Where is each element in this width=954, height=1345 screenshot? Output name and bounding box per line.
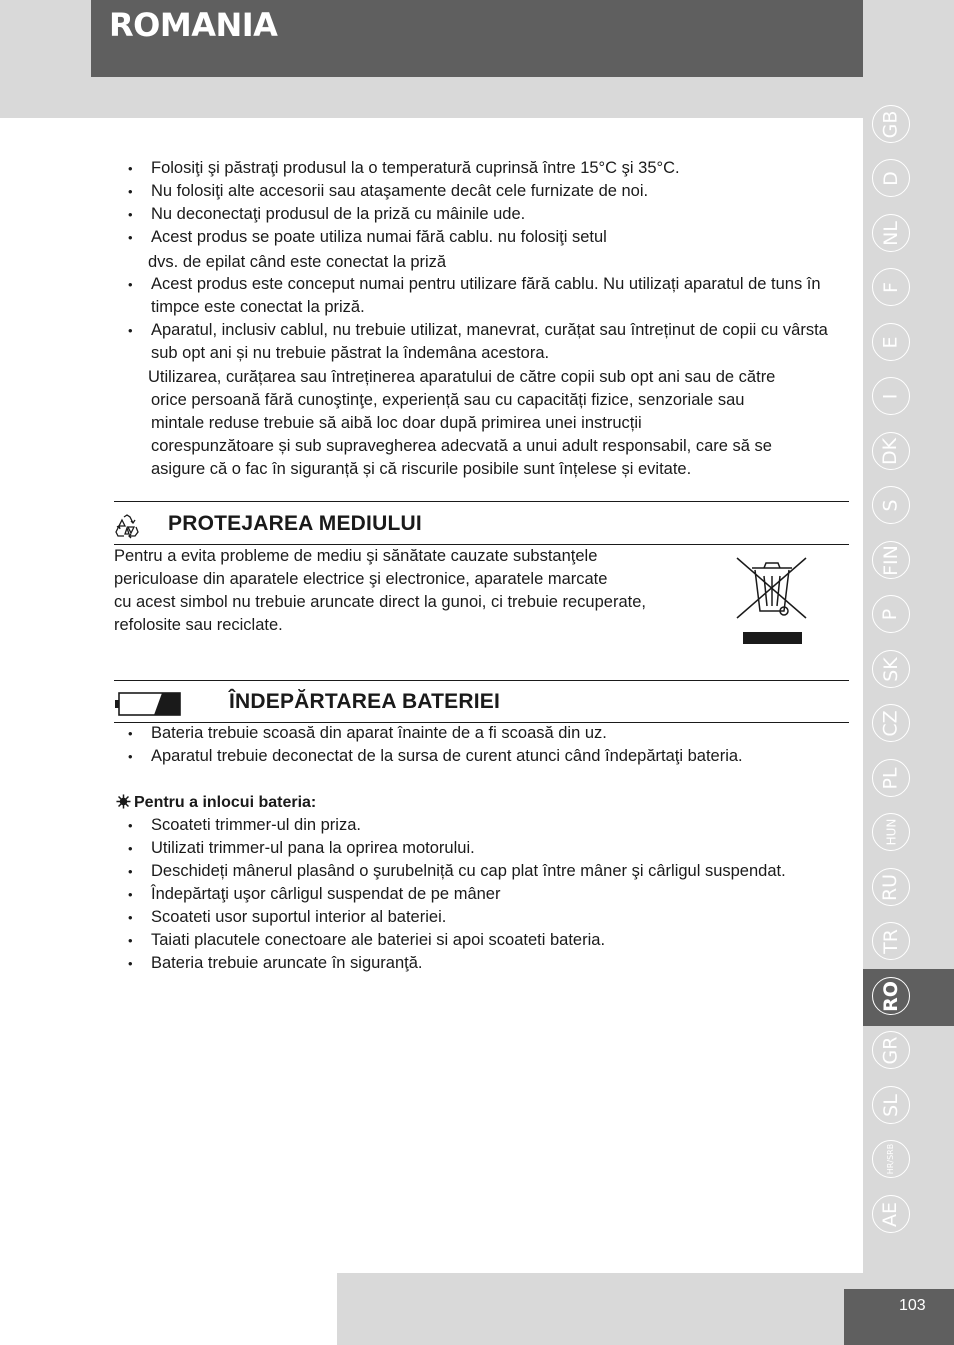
list-item: • Acest produs se poate utiliza numai fără cablu. nu folosiţi setul (128, 226, 850, 249)
language-tab-f[interactable]: F (872, 268, 910, 306)
language-tab-s[interactable]: S (872, 486, 910, 524)
children-paragraph-line: corespunzătoare și sub supravegherea adecvată a unui adult responsabil, care să se (151, 437, 772, 455)
replace-battery-heading (116, 791, 316, 814)
footer-panel (0, 1273, 337, 1345)
language-tab-e[interactable]: E (872, 323, 910, 361)
environment-text-line: Pentru a evita probleme de mediu şi sănătate cauzate substanţele (114, 547, 598, 565)
language-tab-pl[interactable]: PL (872, 759, 910, 797)
section-divider (114, 680, 849, 681)
language-tab-gb[interactable]: GB (872, 105, 910, 143)
language-tab-ae[interactable]: AE (872, 1195, 910, 1233)
list-item: • Aparatul, inclusiv cablul, nu trebuie utilizat, manevrat, curățat sau întreținut de copii cu vârsta sub opt ani și nu trebuie păstrat la îndemâna acestora. (128, 319, 850, 365)
list-item: • Nu deconectaţi produsul de la priză cu mâinile ude. (128, 203, 850, 226)
header-bar (91, 0, 863, 77)
list-item: • Scoateti usor suportul interior al bateriei. (128, 906, 850, 929)
children-paragraph-line: asigure că o fac în siguranță și că riscurile posibile sunt înțelese și evitate. (151, 460, 692, 478)
language-tab-nl[interactable]: NL (872, 214, 910, 252)
safety-continuation: dvs. de epilat când este conectat la priză (148, 253, 447, 271)
environment-text-line: cu acest simbol nu trebuie aruncate direct la gunoi, ci trebuie recuperate, (114, 593, 646, 611)
language-tab-tr[interactable]: TR (872, 922, 910, 960)
page-number: 103 (899, 1297, 926, 1314)
recycle-icon (114, 513, 140, 539)
list-item: • Deschideți mânerul plasând o şurubelniță cu cap plat între mâner şi cârligul suspendat. (128, 860, 850, 883)
language-tab-dk[interactable]: DK (872, 432, 910, 470)
language-tab-ru[interactable]: RU (872, 868, 910, 906)
language-tab-hr-srb[interactable]: HR/SRB (872, 1140, 910, 1178)
list-item: • Utilizati trimmer-ul pana la oprirea motorului. (128, 837, 850, 860)
battery-icon (114, 691, 182, 717)
section-divider (114, 501, 849, 502)
sun-icon (116, 794, 131, 809)
battery-list (128, 722, 850, 768)
language-tab-sl[interactable]: SL (872, 1086, 910, 1124)
children-paragraph-line: Utilizarea, curățarea sau întreținerea aparatului de către copii sub opt ani sau de către (148, 368, 776, 386)
section-title-environment: PROTEJAREA MEDIULUI (168, 512, 422, 535)
page-number-box (844, 1289, 954, 1345)
section-title-battery: ÎNDEPĂRTAREA BATERIEI (229, 690, 500, 713)
page-title: ROMANIA (109, 6, 278, 44)
language-tab-cz[interactable]: CZ (872, 704, 910, 742)
language-tab-ro[interactable]: RO (872, 977, 910, 1015)
children-paragraph-line: mintale reduse trebuie să aibă loc doar după primirea unei instrucții (151, 414, 642, 432)
list-item: • Bateria trebuie scoasă din aparat înainte de a fi scoasă din uz. (128, 722, 850, 745)
list-item: • Bateria trebuie aruncate în siguranţă. (128, 952, 850, 975)
list-item: • Aparatul trebuie deconectat de la sursa de curent atunci când îndepărtaţi bateria. (128, 745, 850, 768)
language-tab-hun[interactable]: HUN (872, 813, 910, 851)
list-item: • Taiati placutele conectoare ale bateriei si apoi scoateti bateria. (128, 929, 850, 952)
language-tab-p[interactable]: P (872, 595, 910, 633)
replace-battery-heading-text: Pentru a inlocui bateria: (134, 794, 317, 811)
safety-list-2 (128, 273, 850, 365)
list-item: • Folosiţi şi păstraţi produsul la o temperatură cuprinsă între 15°C şi 35°C. (128, 157, 850, 180)
language-tab-i[interactable]: I (872, 377, 910, 415)
children-paragraph-line: orice persoană fără cunoştinţe, experiență sau cu capacități fizice, senzoriale sau (151, 391, 745, 409)
language-tab-d[interactable]: D (872, 159, 910, 197)
environment-text-line: refolosite sau reciclate. (114, 616, 283, 634)
safety-list (128, 157, 850, 249)
language-tab-fin[interactable]: FIN (872, 541, 910, 579)
environment-text-line: periculoase din aparatele electrice şi electronice, aparatele marcate (114, 570, 608, 588)
language-tab-sk[interactable]: SK (872, 650, 910, 688)
list-item: • Nu folosiţi alte accesorii sau ataşamente decât cele furnizate de noi. (128, 180, 850, 203)
list-item: • Acest produs este conceput numai pentru utilizare fără cablu. Nu utilizați aparatul de tuns în timpce este conectat la priză. (128, 273, 850, 319)
list-item: • Scoateti trimmer-ul din priza. (128, 814, 850, 837)
crossed-out-wheelie-bin-icon (734, 556, 810, 648)
list-item: • Îndepărtaţi uşor cârligul suspendat de pe mâner (128, 883, 850, 906)
replace-steps-list (128, 814, 850, 975)
language-tab-gr[interactable]: GR (872, 1031, 910, 1069)
